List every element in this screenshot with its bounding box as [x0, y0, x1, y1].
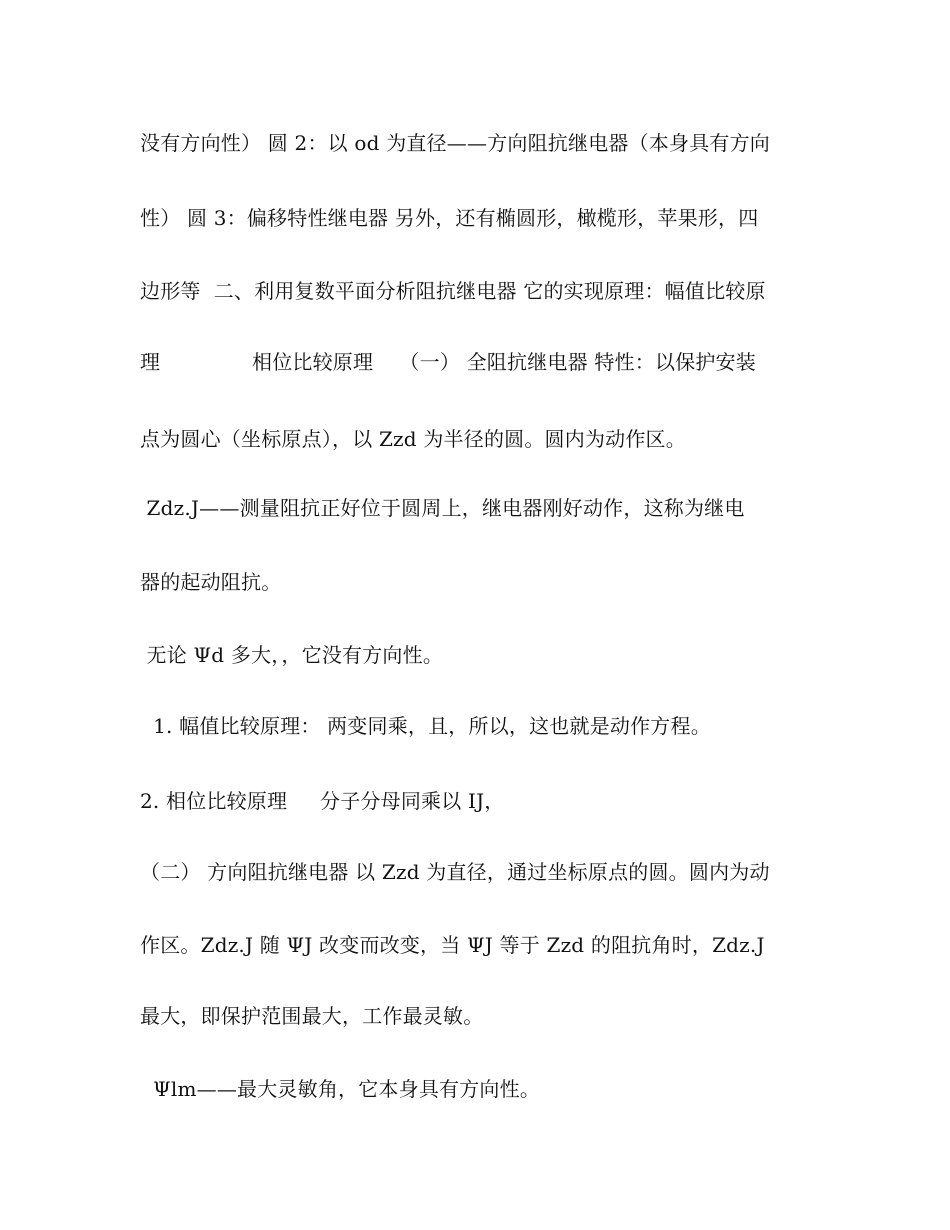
text-line-6: Zdz.J——测量阻抗正好位于圆周上，继电器刚好动作，这称为继电: [140, 496, 745, 520]
text-line-7: 器的起动阻抗。: [140, 570, 282, 594]
text-line-11: （二） 方向阻抗继电器 以 Zzd 为直径，通过坐标原点的圆。圆内为动: [140, 860, 770, 884]
text-line-14: Ψlm——最大灵敏角，它本身具有方向性。: [140, 1077, 541, 1101]
text-line-4: 理 相位比较原理 （一） 全阻抗继电器 特性：以保护安装: [140, 350, 756, 374]
text-line-1: 没有方向性） 圆 2：以 od 为直径——方向阻抗继电器（本身具有方向: [140, 131, 770, 155]
text-line-5: 点为圆心（坐标原点），以 Zzd 为半径的圆。圆内为动作区。: [140, 427, 686, 451]
text-line-3: 边形等 二、利用复数平面分析阻抗继电器 它的实现原理：幅值比较原: [140, 279, 766, 303]
text-line-8: 无论 Ψd 多大，，它没有方向性。: [140, 643, 444, 667]
text-line-9: 1. 幅值比较原理： 两变同乘，且，所以，这也就是动作方程。: [140, 714, 711, 738]
text-line-12: 作区。Zdz.J 随 ΨJ 改变而改变，当 ΨJ 等于 Zzd 的阻抗角时，Zdz.J: [140, 933, 765, 957]
text-line-2: 性） 圆 3：偏移特性继电器 另外，还有椭圆形，橄榄形，苹果形，四: [140, 206, 759, 230]
text-line-10: 2. 相位比较原理 分子分母同乘以 IJ，: [140, 789, 505, 813]
text-line-13: 最大，即保护范围最大，工作最灵敏。: [140, 1004, 484, 1028]
